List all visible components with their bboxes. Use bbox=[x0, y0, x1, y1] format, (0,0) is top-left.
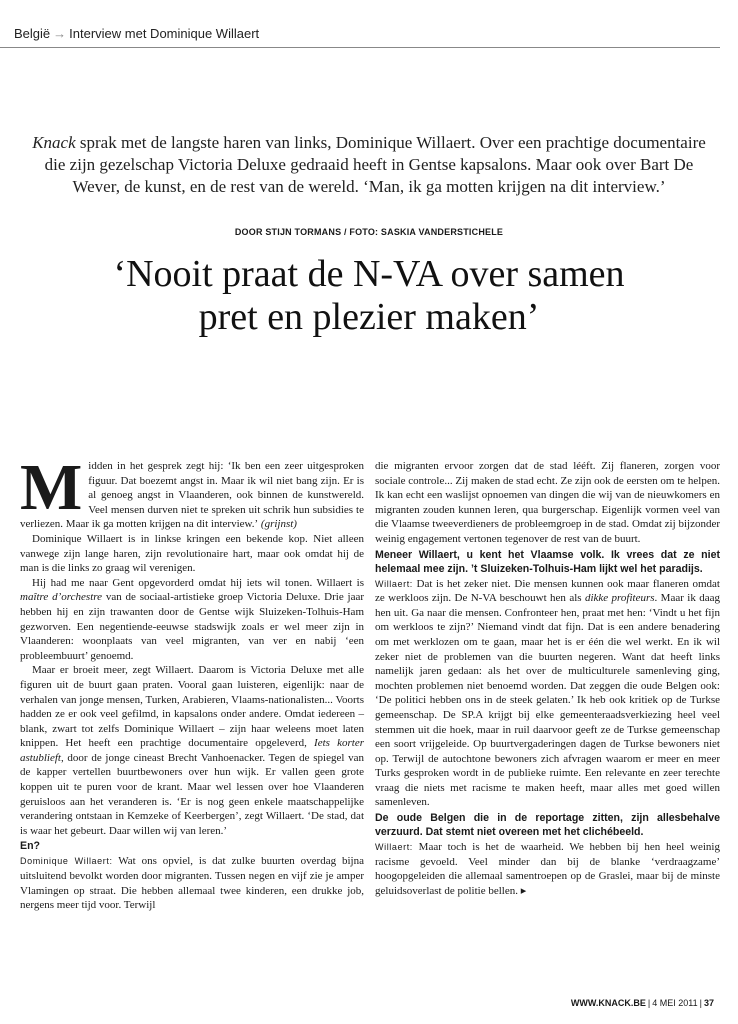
section-label: België bbox=[14, 26, 51, 41]
paragraph bbox=[20, 663, 364, 838]
footer-date: 4 MEI 2011 bbox=[652, 998, 698, 1008]
headline-line-1: ‘Nooit praat de N-VA over samen bbox=[113, 253, 625, 295]
arrow-right-icon: → bbox=[53, 26, 67, 41]
interview-question: En? bbox=[20, 840, 41, 853]
intro-lead bbox=[20, 132, 718, 198]
paragraph-text: van de sociaal-artistieke groep Victoria Deluxe. Drie jaar hebben hij en zijn trawanten door de Gentse wijk Sluizeken-Tolhuis-Ham gezworven. Een negentiende-eeuwse stadswijk zoals er wel meer zijn in Vlaanderen: woonplaats van veel migranten, van ver en nabij ‘een probleembuurt’ genoemd. bbox=[20, 591, 364, 662]
footer-site: WWW.KNACK.BE bbox=[570, 998, 646, 1008]
intro-text: sprak met de langste haren van links, Dominique Willaert. Over een prachtige documentaire die zijn gezelschap Victoria Deluxe gedraaid heeft in Gentse kapsalons. Maar ook over Bart De Wever, de kunst, en de rest van de wereld. ‘Man, ik ga motten krijgen na dit interview.’ bbox=[44, 133, 706, 196]
paragraph: Dominique Willaert is in linkse kringen een bekende kop. Niet alleen vanwege zijn lange haren, zijn revolutionaire hart, maar ook omdat hij de man is die links zo graag wil verenigen. bbox=[20, 532, 364, 575]
footer-separator: | bbox=[647, 998, 651, 1008]
footer-separator: | bbox=[699, 998, 702, 1008]
right-column bbox=[375, 459, 720, 898]
paragraph-text: Dat is het zeker niet. Die mensen kunnen ook maar flaneren omdat ze werkloos zijn. De N-VA beschouwt hen als bbox=[375, 577, 720, 605]
continue-arrow-icon: ▸ bbox=[520, 884, 527, 897]
paragraph-text: Maar er broeit meer, zegt Willaert. Daarom is Victoria Deluxe met alle figuren uit de buurt gaan praten. Vooral gaan luisteren, eigenlijk: naar de verhalen van jonge mensen, Turken, Arabieren, Vlaams-nationalisten... Voorts hadden ze er ook veel gefilmd, in kapsalons onder andere. Omdat iedereen – blank, zwart tot zelfs Dominique Willaert – zijn haar weleens moet laten knippen. Het heeft een prachtige documentaire opgeleverd, bbox=[20, 664, 364, 750]
speaker-label: Dominique Willaert: bbox=[20, 856, 113, 867]
byline: DOOR STIJN TORMANS / FOTO: SASKIA VANDERSTICHELE bbox=[234, 227, 504, 237]
paragraph bbox=[20, 451, 364, 532]
emphasis: (grijnst) bbox=[258, 518, 297, 531]
section-title: Interview met Dominique Willaert bbox=[69, 26, 260, 41]
header-divider bbox=[0, 47, 720, 48]
section-header bbox=[14, 26, 259, 41]
paragraph bbox=[20, 576, 364, 664]
paragraph-text: Hij had me naar Gent opgevorderd omdat hij iets wil tonen. Willaert is bbox=[32, 576, 364, 589]
page-number: 37 bbox=[703, 998, 714, 1008]
paragraph-text: idden in het gesprek zegt hij: ‘Ik ben een zeer uitgesproken figuur. Dat boezemt angst in. Maar ik wil niet bang zijn. Er is al genoeg angst in Vlaanderen, ook binnen de kunstwereld. Veel mensen durven niet te spreken uit schrik hun subsidies te verliezen. Maar ik ga motten krijgen na dit interview.’ bbox=[20, 460, 364, 531]
page-footer bbox=[571, 998, 714, 1008]
paragraph-text: Maar toch is het de waarheid. We hebben bij hen heel weinig racisme gevoeld. Veel minder dan bij de blanke ‘verdraagzame’ hoogopgeleiden die allemaal samentroepen op de Graslei, maar bij de minste geluidsoverlast de politie bellen. bbox=[375, 841, 720, 897]
paragraph bbox=[375, 577, 720, 811]
speaker-label: Willaert: bbox=[375, 578, 413, 589]
paragraph-text: , door de jonge cineast Brecht Vanhoenacker. Tegen de spiegel van de kapper vertellen buurtbewoners over hun wijk. Er vallen geen grote koppen uit te puren voor de krant. Maar wel lessen over hoe Vlaanderen geruisloos aan het veranderen is. ‘Er is nog geen enkele maatschappelijke verandering ontstaan in Kemzeke of Keerbergen’, zegt Willaert. ‘De stad, dat is waar het gebeurt. Daar willen wij van leren.’ bbox=[20, 751, 364, 837]
drop-cap: M bbox=[20, 451, 83, 524]
headline bbox=[0, 253, 738, 339]
paragraph: die migranten ervoor zorgen dat de stad lééft. Zij flaneren, zorgen voor sociale controle... Zij maken de stad echt. Ze zijn ook de eersten om te helpen. Ik kan echt een waslijst opnoemen van dingen die wij van de nieuwkomers en migranten zouden kunnen leren, qua burgerschap. Eigenlijk vormen veel van die Vlaamse tweeverdieners de probleemgroep in de stad. Omdat zij bijzonder weinig engagement vertonen tegenover de rest van de buurt. bbox=[375, 460, 720, 545]
speaker-label: Willaert: bbox=[375, 842, 413, 853]
headline-line-2: pret en plezier maken’ bbox=[198, 296, 540, 338]
left-column bbox=[20, 451, 365, 913]
paragraph-text: . Maar ik daag hen uit. Ga naar die mensen. Confronteer hen, praat met hen: ‘Vindt u het fijn om werkloos te zijn?’ Niemand vindt dat fijn. Dat is een andere benadering om met werklozen om te gaan, maar het is er één die wel werkt. En ik wil zeker niet de problemen van die buurten negeren. Want dat heeft links namelijk jaren gedaan: als het over de multiculturele samenleving ging, mochten problemen niet benoemd worden. Dat zeggen die oude Belgen ook: ‘De politici hebben ons in de steek gelaten.’ Ik heb ook kritiek op de Turkse gemeenschap. De SP.A krijgt bij elke gemeenteraadsverkiezing heel veel stemmen uit die hoek, maar in ruil daarvoor geeft ze de Turkse gemeenschap een soort vrijgeleide. Op buurtvergaderingen dagen de Turkse bewoners niet op. Terwijl de autochtone bewoners zich afvragen waarom er meer en meer Turks gesproken wordt in de publieke ruimte. Een relevante en zeer terechte vraag die niets met racisme te maken heeft, maar alles met goed willen samenleven. bbox=[375, 592, 720, 809]
paragraph bbox=[375, 840, 720, 898]
magazine-name: Knack bbox=[32, 133, 76, 152]
paragraph-text: Wat ons opviel, is dat zulke buurten overdag bijna uitsluitend bevolkt worden door migranten. Tussen negen en vijf zie je amper Vlamingen op straat. Die hebben allemaal twee kinderen, een drukke job, nergens meer tijd voor. Terwijl bbox=[20, 855, 364, 912]
interview-question: De oude Belgen die in de reportage zitten, zijn allesbehalve verzuurd. Dat stemt niet overeen met het clichébeeld. bbox=[375, 812, 720, 839]
emphasis: Iets korter astublieft bbox=[20, 737, 365, 764]
paragraph bbox=[20, 854, 364, 912]
emphasis: dikke profiteurs bbox=[581, 592, 655, 605]
emphasis: maître d’orchestre bbox=[20, 591, 103, 604]
interview-question: Meneer Willaert, u kent het Vlaamse volk. Ik vrees dat ze niet helemaal mee zijn. ’t Sluizeken-Tolhuis-Ham lijkt wel het paradijs. bbox=[375, 548, 720, 575]
